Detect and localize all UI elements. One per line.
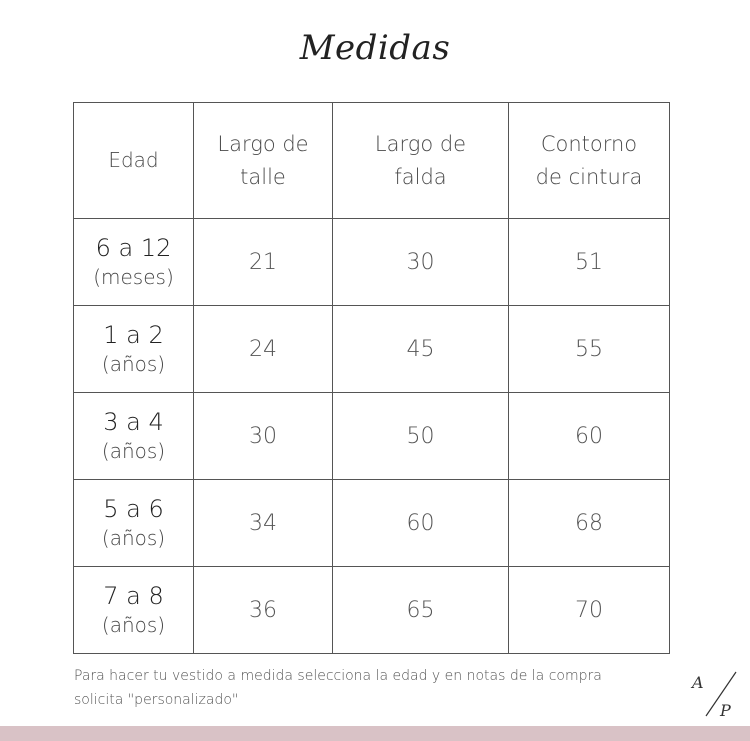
footer-bar [0,726,750,741]
falda-cell: 60 [333,480,509,567]
age-range: 3 a 4 [103,408,164,436]
talle-cell: 30 [194,393,333,480]
age-cell [74,219,194,306]
monogram-letter-bottom: P [720,701,731,720]
header-largo-de-talle: Largo de talle [194,103,333,219]
cintura-cell: 68 [509,480,670,567]
age-range: 7 a 8 [103,582,164,610]
cintura-cell: 60 [509,393,670,480]
cintura-cell: 55 [509,306,670,393]
age-unit: (años) [101,526,166,550]
talle-cell: 36 [194,567,333,654]
age-cell [74,567,194,654]
table-header-row [74,103,670,219]
falda-cell: 50 [333,393,509,480]
talle-cell: 34 [194,480,333,567]
age-range: 1 a 2 [103,321,164,349]
age-unit: (años) [101,613,166,637]
age-range: 6 a 12 [95,234,172,262]
monogram-logo-icon [684,666,744,722]
age-cell [74,480,194,567]
cintura-cell: 51 [509,219,670,306]
age-range: 5 a 6 [103,495,164,523]
table-row [74,393,670,480]
age-cell [74,306,194,393]
table-row [74,567,670,654]
age-unit: (meses) [93,265,174,289]
falda-cell: 30 [333,219,509,306]
note-line-1: Para hacer tu vestido a medida selecciona la edad y en notas de la compra [74,668,602,684]
table-row [74,219,670,306]
header-contorno-de-cintura: Contorno de cintura [509,103,670,219]
header-largo-de-falda: Largo de falda [333,103,509,219]
page-title: Medidas [299,28,451,68]
monogram-letter-top: A [692,673,704,692]
size-table [73,102,670,654]
table-row [74,480,670,567]
instructions-note [74,664,674,712]
age-unit: (años) [101,439,166,463]
header-edad: Edad [74,103,194,219]
talle-cell: 24 [194,306,333,393]
talle-cell: 21 [194,219,333,306]
age-cell [74,393,194,480]
cintura-cell: 70 [509,567,670,654]
age-unit: (años) [101,352,166,376]
note-line-2: solicita "personalizado" [74,692,239,708]
falda-cell: 65 [333,567,509,654]
table-row [74,306,670,393]
falda-cell: 45 [333,306,509,393]
